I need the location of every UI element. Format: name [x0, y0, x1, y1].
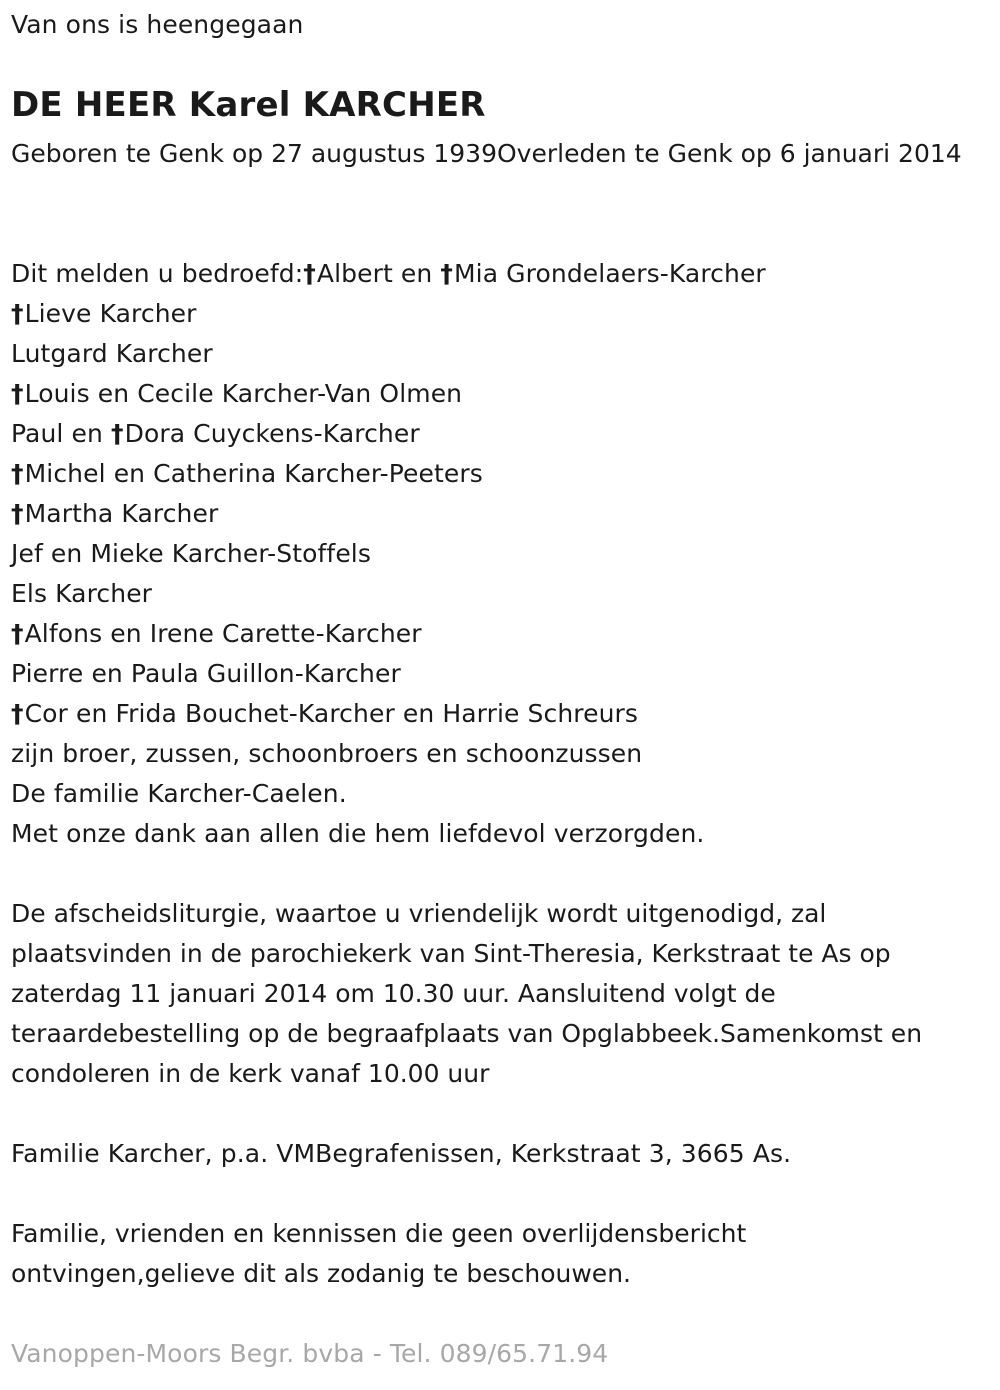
funeral-home-footer: Vanoppen-Moors Begr. bvba - Tel. 089/65.71.94 [11, 1339, 609, 1368]
family-member: Lieve Karcher [24, 299, 197, 328]
cross-icon: † [11, 699, 24, 728]
family-line-11 [11, 654, 766, 694]
family-line-9 [11, 574, 766, 614]
family-lead: Dit melden u bedroefd: [11, 259, 304, 288]
family-line-5 [11, 414, 766, 454]
family-member: Albert en [316, 259, 441, 288]
family-line-6 [11, 454, 766, 494]
family-line-14 [11, 774, 766, 814]
family-line-3 [11, 334, 766, 374]
birth-death-dates: Geboren te Genk op 27 augustus 1939Overleden te Genk op 6 januari 2014 [11, 139, 962, 168]
cross-icon: † [11, 299, 24, 328]
family-member: Alfons en Irene Carette-Karcher [24, 619, 422, 648]
family-member: Lutgard Karcher [11, 339, 213, 368]
intro-text: Van ons is heengegaan [11, 10, 304, 39]
family-line-4 [11, 374, 766, 414]
family-line-1 [11, 254, 766, 294]
family-member: Louis en Cecile Karcher-Van Olmen [24, 379, 463, 408]
family-member: Paul en [11, 419, 111, 448]
family-line-2 [11, 294, 766, 334]
family-member: Els Karcher [11, 579, 153, 608]
family-member: Mia Grondelaers-Karcher [454, 259, 766, 288]
family-line-15 [11, 814, 766, 854]
family-line-12 [11, 694, 766, 734]
family-line-7 [11, 494, 766, 534]
family-relation: zijn broer, zussen, schoonbroers en schoonzussen [11, 739, 643, 768]
family-member: Martha Karcher [24, 499, 219, 528]
cross-icon: † [110, 419, 124, 448]
cross-icon: † [11, 619, 24, 648]
family-line-10 [11, 614, 766, 654]
family-member: Jef en Mieke Karcher-Stoffels [11, 539, 371, 568]
cross-icon: † [440, 259, 453, 288]
family-member: Cor en Frida Bouchet-Karcher en Harrie Schreurs [24, 699, 639, 728]
ceremony-text: De afscheidsliturgie, waartoe u vriendelijk wordt uitgenodigd, zal plaatsvinden in de parochiekerk van Sint-Theresia, Kerkstraat te As op zaterdag 11 januari 2014 om 10.30 uur. Aansluitend volgt de teraardebestelling op de begraafplaats van Opglabbeek.Samenkomst en condoleren in de kerk vanaf 10.00 uur [11, 899, 923, 1088]
family-member: Pierre en Paula Guillon-Karcher [11, 659, 401, 688]
family-line-8 [11, 534, 766, 574]
cross-icon: † [11, 499, 24, 528]
family-relation: De familie Karcher-Caelen. [11, 779, 347, 808]
contact-address: Familie Karcher, p.a. VMBegrafenissen, Kerkstraat 3, 3665 As. [11, 1139, 792, 1168]
family-member: Michel en Catherina Karcher-Peeters [24, 459, 483, 488]
cross-icon: † [11, 459, 24, 488]
cross-icon: † [11, 379, 24, 408]
family-list [11, 254, 766, 854]
thanks-text: Met onze dank aan allen die hem liefdevol verzorgden. [11, 819, 705, 848]
family-member: Dora Cuyckens-Karcher [124, 419, 420, 448]
family-line-13 [11, 734, 766, 774]
deceased-name: DE HEER Karel KARCHER [11, 85, 486, 125]
cross-icon: † [303, 259, 316, 288]
notice-text: Familie, vrienden en kennissen die geen overlijdensbericht ontvingen,gelieve dit als zodanig te beschouwen. [11, 1219, 747, 1288]
